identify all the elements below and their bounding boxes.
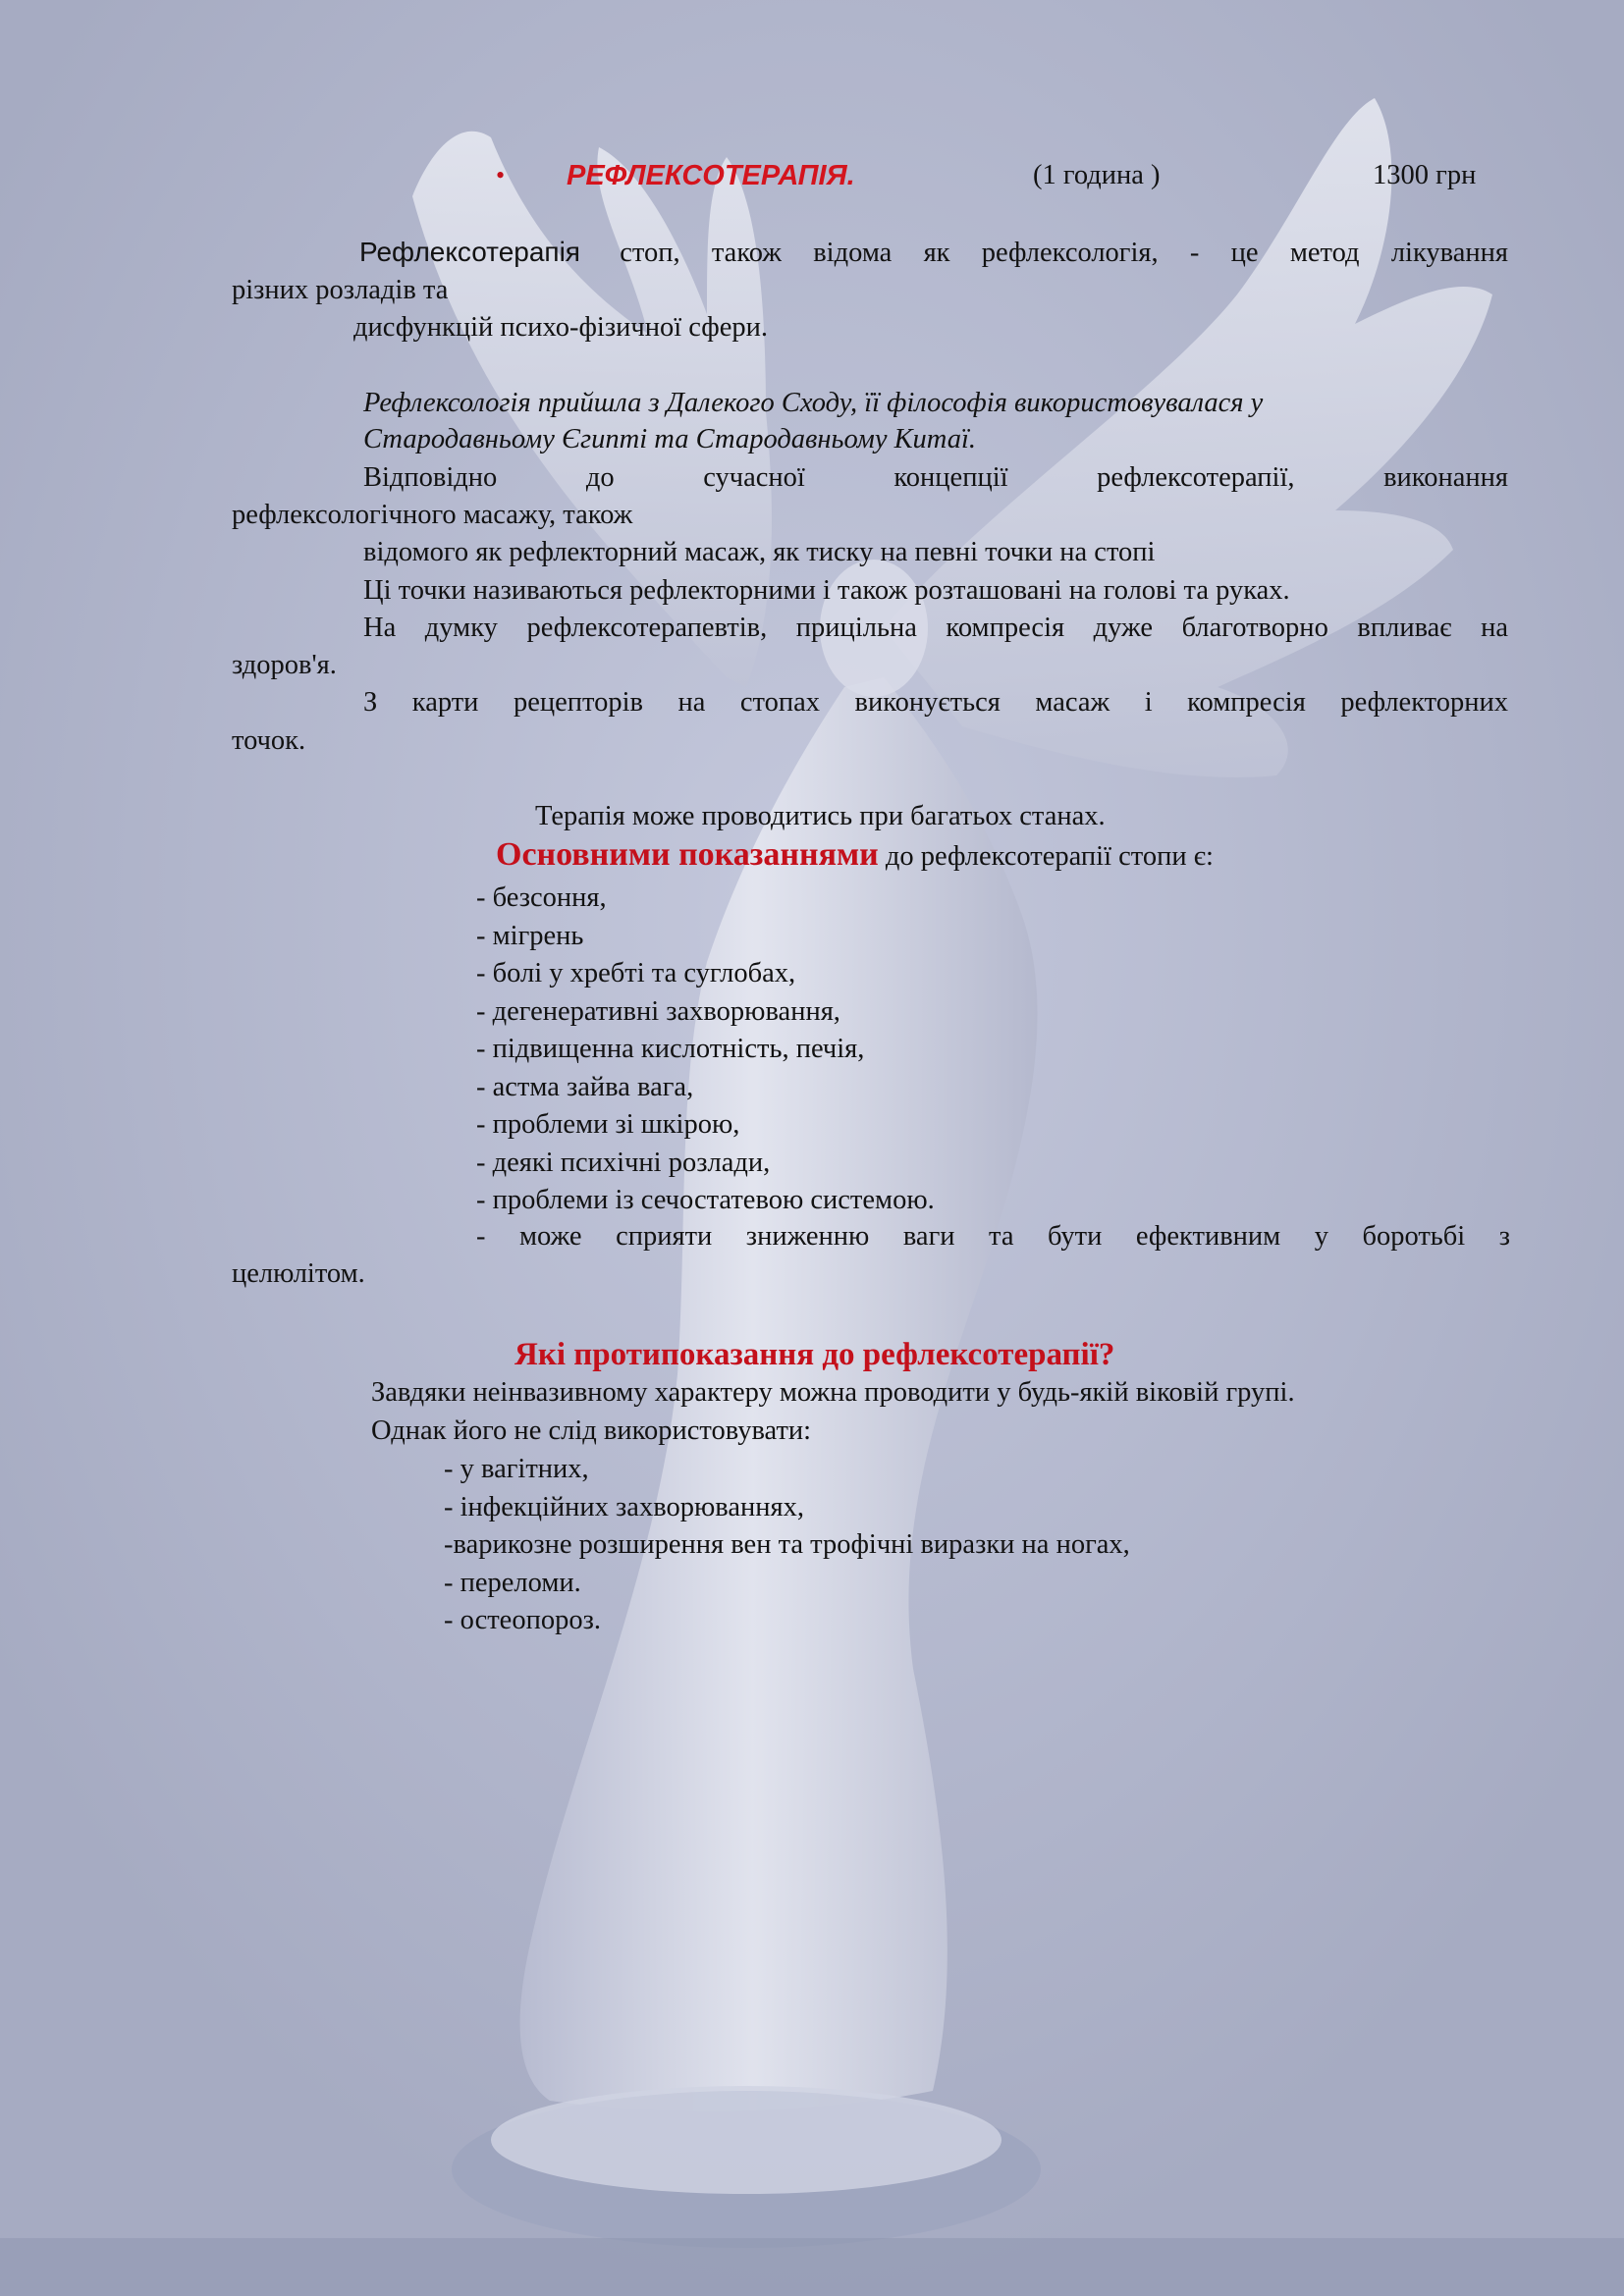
service-header [496,157,1497,196]
contraindication-item: -варикозне розширення вен та трофічні виразки на ногах, [444,1529,1130,1560]
indication-item: - підвищенна кислотність, печія, [476,1034,865,1064]
indications-intro: Терапія може проводитись при багатьох станах. [535,801,1106,831]
indication-item: - безсоння, [476,882,607,913]
indications-heading-bold: Основними показаннями [496,836,879,873]
concept-word: концепції [893,462,1008,493]
intro-line-1 [359,234,1508,272]
indication-item: - проблеми із сечостатевою системою. [476,1185,935,1215]
concept-word: виконання [1383,462,1508,493]
concept-line-8: точок. [232,725,306,756]
service-duration: (1 година ) [1033,160,1161,190]
indications-heading-rest: до рефлексотерапії стопи є: [885,841,1214,872]
concept-line-1 [363,459,1508,497]
concept-line-2: рефлексологічного масажу, також [232,500,633,530]
intro-line-1-rest: стоп, також відома як рефлексологія, - це метод лікування [620,238,1508,268]
indication-item: - болі у хребті та суглобах, [476,958,796,988]
contraindications-line-1: Завдяки неінвазивному характеру можна проводити у будь-якій віковій групі. [371,1377,1295,1408]
indication-item: - астма зайва вага, [476,1071,694,1102]
intro-line-3: дисфункцій психо-фізичної сфери. [353,312,768,343]
contraindication-item: - у вагітних, [444,1454,589,1484]
indication-last-line-2: целюлітом. [232,1258,365,1289]
contraindication-item: - переломи. [444,1567,581,1598]
intro-line-2: різних розладів та [232,275,449,305]
concept-line-5: На думку рефлексотерапевтів, прицільна компресія дуже благотворно впливає на [363,613,1508,643]
concept-line-7: З карти рецепторів на стопах виконується масаж і компресія рефлекторних [363,687,1508,718]
indications-heading [496,836,1214,876]
contraindications-heading: Які протипоказання до рефлексотерапії? [514,1337,1115,1372]
contraindications-list [444,1451,1130,1640]
concept-line-6: здоров'я. [232,650,337,680]
indications-list [476,880,935,1220]
indication-item: - дегенеративні захворювання, [476,995,840,1027]
intro-term: Рефлексотерапія [359,237,580,267]
indication-item: - проблеми зі шкірою, [476,1109,740,1140]
contraindications-line-2: Однак його не слід використовувати: [371,1415,812,1446]
contraindication-item: - інфекційних захворюваннях, [444,1491,804,1522]
concept-word: рефлексотерапії, [1097,462,1295,493]
service-price: 1300 грн [1373,160,1477,190]
indication-item: - мігрень [476,920,584,951]
concept-line-4: Ці точки називаються рефлекторними і також розташовані на голові та руках. [363,575,1290,606]
concept-word: до [585,462,615,493]
contraindication-item: - остеопороз. [444,1605,601,1635]
history-line-1: Рефлексологія прийшла з Далекого Сходу, її філософія використовувалася у [363,388,1264,418]
indication-item: - деякі психічні розлади, [476,1147,771,1178]
indication-last-line-1: - може сприяти зниженню ваги та бути ефективним у боротьбі з [476,1221,1510,1252]
concept-word: сучасної [703,462,805,493]
bullet-icon: • [496,161,506,189]
concept-line-3: відомого як рефлекторний масаж, як тиску на певні точки на стопі [363,537,1156,567]
concept-word: Відповідно [363,462,498,493]
service-title: РЕФЛЕКСОТЕРАПІЯ. [567,160,855,191]
history-line-2: Стародавньому Єгипті та Стародавньому Китаї. [363,424,976,454]
